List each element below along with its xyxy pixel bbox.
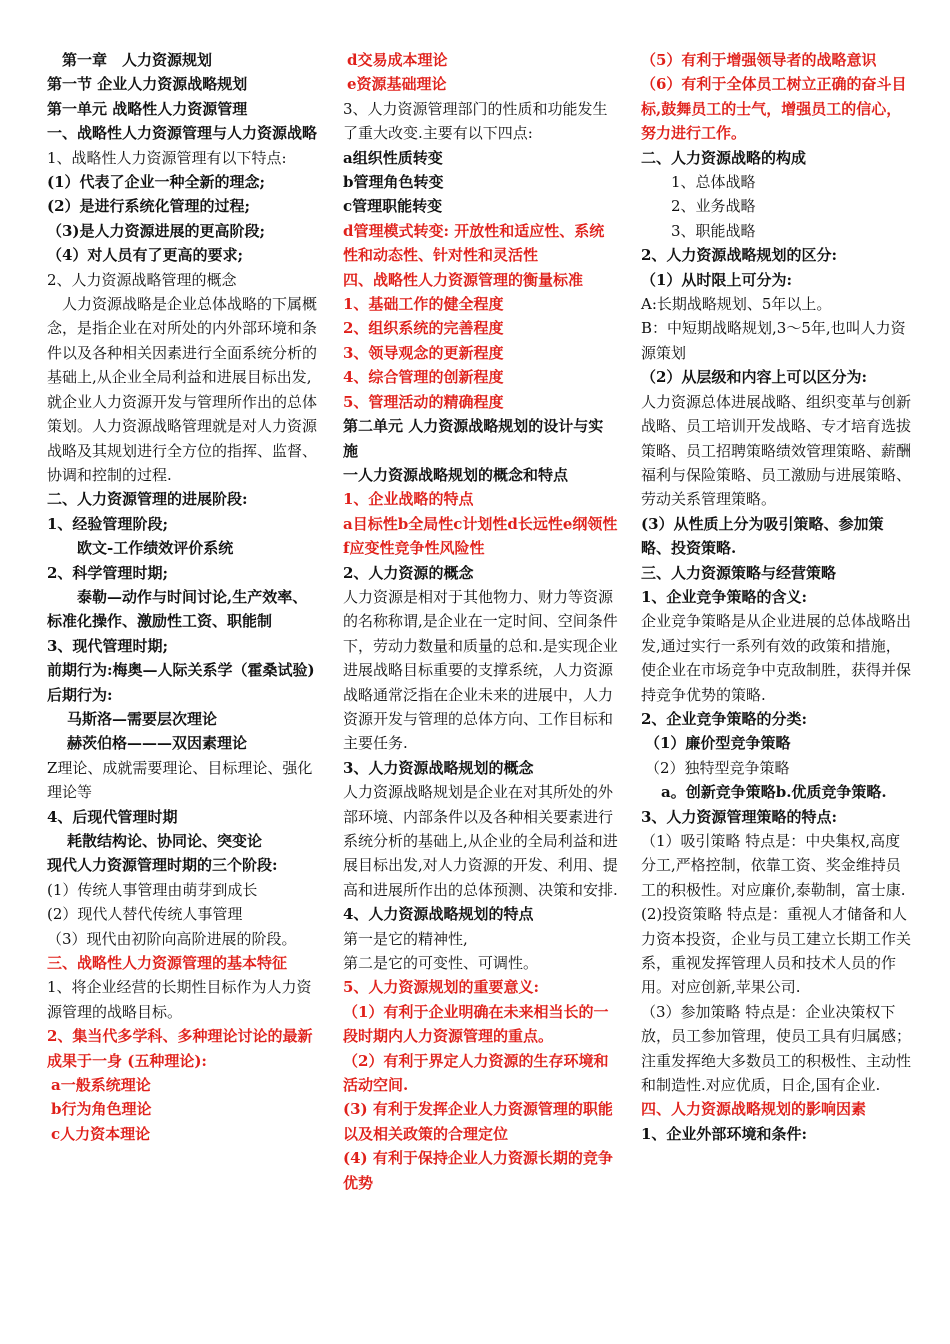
col3-line: （1）从时限上可分为:: [641, 270, 792, 289]
col1-line: (2）现代人替代传统人事管理: [47, 905, 243, 924]
column-2: [343, 48, 618, 1195]
col1-line: （4）对人员有了更高的要求;: [47, 246, 243, 265]
col1-line: 第一章 人力资源规划: [47, 51, 213, 69]
col1-line: Z理论、成就需要理论、目标理论、强化理论等: [47, 758, 313, 802]
col3-line: 企业竞争策略是从企业进展的总体战略出发,通过实行一系列有效的政策和措施，使企业在市场竞争中克敌制胜，获得并保持竞争优势的策略.: [641, 612, 912, 704]
col3-line: 2、人力资源战略规划的区分:: [641, 246, 837, 265]
col1-line: 1、将企业经营的长期性目标作为人力资源管理的战略目标。: [47, 978, 312, 1021]
col2-line: 2、人力资源的概念: [343, 563, 474, 582]
col2-line: 4、人力资源战略规划的特点: [343, 905, 534, 924]
col3-line: B：中短期战略规划,3～5年,也叫人力资源策划: [641, 319, 906, 362]
col1-line: (2）是进行系统化管理的过程;: [47, 197, 251, 216]
col3-line: 1、总体战略: [671, 173, 756, 192]
col3-line: 1、企业外部环境和条件:: [641, 1124, 807, 1143]
col3-line: （2）从层级和内容上可以区分为:: [641, 368, 867, 387]
col2-line: 第二单元 人力资源战略规划的设计与实施: [343, 417, 604, 460]
col1-line: a一般系统理论: [51, 1076, 151, 1095]
column-1: [47, 48, 322, 1146]
col2-line: 3、人力资源战略规划的概念: [343, 758, 534, 777]
col2-line: 5、人力资源规划的重要意义:: [343, 978, 539, 997]
col2-line: （2）有利于界定人力资源的生存环境和活动空间.: [343, 1051, 609, 1095]
col1-line: 2、人力资源战略管理的概念: [47, 270, 237, 289]
col2-line: 第二是它的可变性、可调性。: [343, 954, 539, 973]
col3-line: （5）有利于增强领导者的战略意识: [641, 51, 877, 69]
col1-line: c人力资本理论: [51, 1124, 151, 1143]
col2-line: 1、基础工作的健全程度: [343, 295, 504, 314]
col1-line: 2、集当代多学科、多种理论讨论的最新成果于一身 (五种理论):: [47, 1027, 313, 1070]
column-3: [641, 48, 913, 1146]
col1-line: 马斯洛—需要层次理论: [67, 709, 218, 728]
col2-line: d管理模式转变: 开放性和适应性、系统性和动态性、针对性和灵活性: [343, 221, 605, 265]
col3-line: （1）廉价型竞争策略: [645, 734, 791, 753]
col3-line: 2、企业竞争策略的分类:: [641, 709, 807, 728]
col1-line: 1、经验管理阶段;: [47, 514, 168, 533]
col2-line: 人力资源战略规划是企业在对其所处的外部环境、内部条件以及各种相关要素进行系统分析的基础上,从企业的全局利益和进展目标出发,对人力资源的开发、利用、提高和进展所作出的总体预测、决策和安排.: [343, 783, 618, 899]
col1-line: (1）传统人事管理由萌芽到成长: [47, 880, 258, 899]
col2-line: e资源基础理论: [347, 75, 447, 94]
col3-line: a。创新竞争策略b.优质竞争策略.: [661, 783, 887, 802]
col1-line: （3)是人力资源进展的更高阶段;: [47, 221, 266, 240]
col1-line: 前期行为:梅奥—人际关系学（霍桑试验): [47, 661, 315, 680]
col2-line: （1）有利于企业明确在未来相当长的一段时期内人力资源管理的重点。: [343, 1002, 609, 1046]
col3-line: 1、企业竞争策略的含义:: [641, 587, 807, 606]
col3-line: （3）参加策略 特点是：企业决策权下放，员工参加管理，使员工具有归属感；注重发挥绝大多数员工的积极性、主动性和制造性.对应优质，日企,国有企业.: [641, 1002, 912, 1095]
col2-line: (4) 有利于保持企业人力资源长期的竞争优势: [343, 1149, 613, 1192]
col2-line: 3、人力资源管理部门的性质和功能发生了重大改变.主要有以下四点:: [343, 99, 608, 143]
col2-line: 1、企业战略的特点: [343, 490, 474, 509]
col3-line: （2）独特型竞争策略: [645, 758, 790, 777]
col2-line: c管理职能转变: [343, 197, 443, 216]
col3-line: 3、人力资源管理策略的特点:: [641, 807, 837, 826]
col1-line: 赫茨伯格———双因素理论: [67, 734, 248, 753]
col2-line: a组织性质转变: [343, 148, 443, 167]
col3-line: 3、职能战略: [671, 221, 756, 240]
col1-line: 4、后现代管理时期: [47, 807, 178, 826]
col3-line: 三、人力资源策略与经营策略: [641, 563, 837, 582]
col1-line: 耗散结构论、协同论、突变论: [67, 832, 263, 850]
col1-line: b行为角色理论: [51, 1100, 152, 1119]
col2-line: 4、综合管理的创新程度: [343, 368, 504, 387]
col1-line: (1）代表了企业一种全新的理念;: [47, 173, 266, 192]
col2-line: 第一是它的精神性,: [343, 929, 468, 948]
col1-line: 第一节 企业人力资源战略规划: [47, 75, 248, 94]
col2-line: 2、组织系统的完善程度: [343, 319, 504, 338]
col1-line: 1、战略性人力资源管理有以下特点:: [47, 148, 287, 167]
col3-line: (3）从性质上分为吸引策略、参加策略、投资策略.: [641, 514, 884, 558]
col1-line: 二、人力资源管理的进展阶段:: [47, 490, 248, 509]
col3-line: 二、人力资源战略的构成: [641, 148, 807, 167]
col2-line: d交易成本理论: [347, 51, 448, 69]
col1-line: 三、战略性人力资源管理的基本特征: [47, 954, 288, 973]
col3-line: 2、业务战略: [671, 197, 756, 216]
col2-line: 人力资源是相对于其他物力、财力等资源的名称称谓,是企业在一定时间、空间条件下，劳动力数量和质量的总和.是实现企业进展战略目标重要的支撑系统，人力资源战略通常泛指在企业未来的进展中，人力资源开发与管理的总体方向、工作目标和主要任务.: [343, 587, 618, 753]
col1-line: 3、现代管理时期;: [47, 636, 168, 655]
col1-line: 后期行为:: [47, 685, 113, 704]
col1-line: 人力资源战略是企业总体战略的下属概念，是指企业在对所处的内外部环境和条件以及各种相关因素进行全面系统分析的基础上,从企业全局利益和进展目标出发,就企业人力资源开发与管理所作出的总体策划。人力资源战略管理就是对人力资源战略及其规划进行全方位的指挥、监督、协调和控制的过程.: [47, 295, 318, 484]
col1-line: 一、战略性人力资源管理与人力资源战略: [47, 124, 318, 143]
col1-line: 泰勒—动作与时间讨论,生产效率、标准化操作、激励性工资、职能制: [47, 587, 308, 631]
col2-line: (3) 有利于发挥企业人力资源管理的职能以及相关政策的合理定位: [343, 1100, 613, 1143]
col3-line: 四、人力资源战略规划的影响因素: [641, 1100, 867, 1119]
col2-line: b管理角色转变: [343, 173, 444, 192]
col3-line: （6）有利于全体员工树立正确的奋斗目标,鼓舞员工的士气，增强员工的信心，努力进行工作。: [641, 75, 907, 143]
col2-line: 5、管理活动的精确程度: [343, 392, 504, 411]
col1-line: 现代人力资源管理时期的三个阶段:: [47, 856, 278, 875]
col3-line: 人力资源总体进展战略、组织变革与创新战略、员工培训开发战略、专才培育选拔策略、员工招聘策略绩效管理策略、薪酬福利与保险策略、员工激励与进展策略、劳动关系管理策略。: [641, 392, 912, 509]
col1-line: 第一单元 战略性人力资源管理: [47, 99, 248, 118]
col1-line: （3）现代由初阶向高阶进展的阶段。: [47, 929, 297, 948]
col3-line: (2)投资策略 特点是：重视人才储备和人力资本投资，企业与员工建立长期工作关系，重视发挥管理人员和技术人员的作用。对应创新,苹果公司.: [641, 905, 912, 997]
col3-line: （1）吸引策略 特点是：中央集权,高度分工,严格控制，依靠工资、奖金维持员工的积极性。对应廉价,泰勒制，富士康.: [641, 832, 906, 899]
col2-line: a目标性b全局性c计划性d长远性e纲领性f应变性竞争性风险性: [343, 514, 618, 558]
col2-line: 四、战略性人力资源管理的衡量标准: [343, 270, 584, 289]
col2-line: 3、领导观念的更新程度: [343, 343, 504, 362]
col1-line: 2、科学管理时期;: [47, 563, 168, 582]
col2-line: 一人力资源战略规划的概念和特点: [343, 465, 569, 484]
col3-line: A:长期战略规划、5年以上。: [641, 295, 832, 314]
col1-line: 欧文-工作绩效评价系统: [77, 539, 234, 558]
